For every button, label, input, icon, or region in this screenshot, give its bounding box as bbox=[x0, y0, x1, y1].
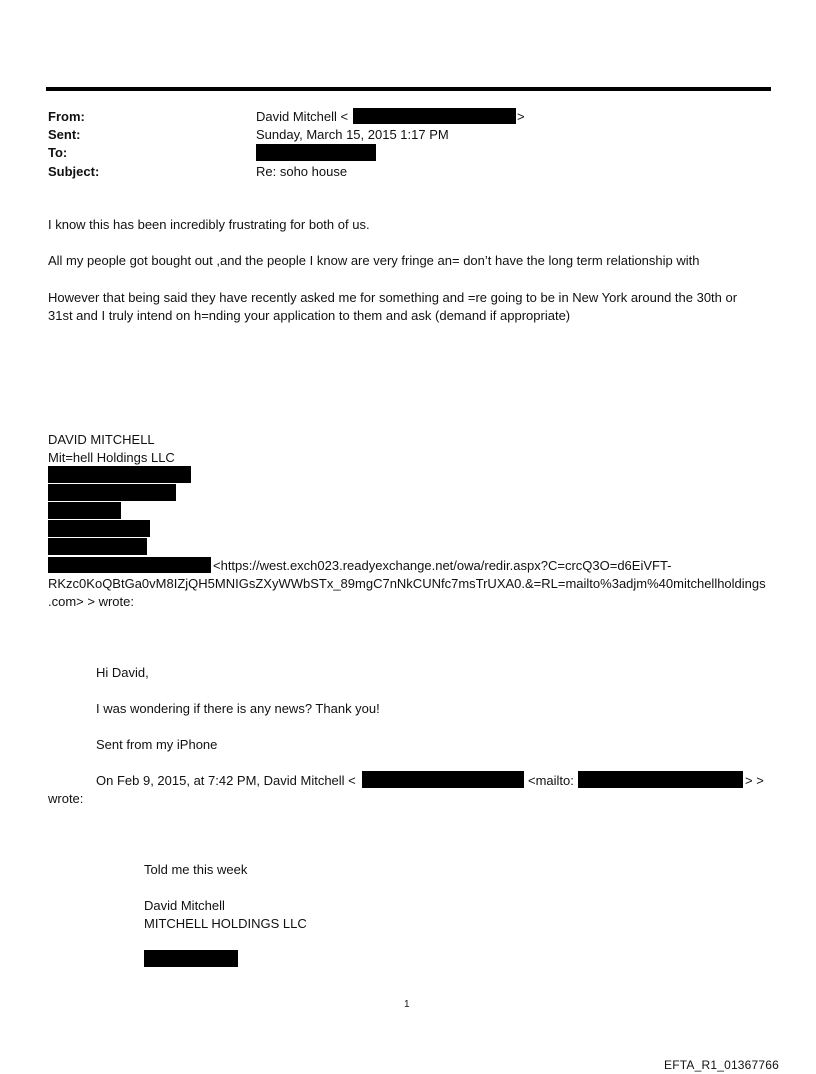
redaction-signature-5 bbox=[48, 538, 147, 555]
nested-told: Told me this week bbox=[144, 862, 248, 877]
from-label: From: bbox=[48, 109, 85, 124]
subject-value: Re: soho house bbox=[256, 164, 348, 179]
subject-label: Subject: bbox=[48, 164, 100, 179]
reply-link-line-3: .com> > wrote: bbox=[48, 594, 134, 609]
from-name: David Mitchell < bbox=[256, 109, 349, 124]
quoted-greeting: Hi David, bbox=[96, 665, 149, 680]
redaction-signature-email bbox=[48, 557, 211, 573]
redaction-to bbox=[256, 144, 376, 161]
nested-name: David Mitchell bbox=[144, 898, 225, 913]
signature-company: Mit=hell Holdings LLC bbox=[48, 450, 175, 465]
quoted-mailto[interactable]: <mailto: bbox=[528, 773, 574, 788]
body-paragraph-2: All my people got bought out ,and the people I know are very fringe an= don’t have the long term relationship with bbox=[48, 253, 700, 268]
quoted-on-line-suffix: > > bbox=[745, 773, 764, 788]
document-id: EFTA_R1_01367766 bbox=[664, 1058, 780, 1072]
redaction-signature-2 bbox=[48, 484, 176, 501]
redaction-nested bbox=[144, 950, 238, 967]
body-paragraph-3-line-1: However that being said they have recently asked me for something and =re going to be in New York around the 30th or bbox=[48, 290, 738, 305]
redaction-signature-3 bbox=[48, 502, 121, 519]
quoted-wrote: wrote: bbox=[48, 791, 84, 806]
redaction-signature-1 bbox=[48, 466, 191, 483]
reply-link-line-1[interactable]: <https://west.exch023.readyexchange.net/owa/redir.aspx?C=crcQ3O=d6EiVFT- bbox=[213, 558, 672, 573]
quoted-on-line-prefix: On Feb 9, 2015, at 7:42 PM, David Mitchell < bbox=[96, 773, 356, 788]
signature-name: DAVID MITCHELL bbox=[48, 432, 155, 447]
from-value bbox=[256, 108, 348, 126]
header-rule bbox=[46, 87, 771, 91]
redaction-signature-4 bbox=[48, 520, 150, 537]
sent-label: Sent: bbox=[48, 127, 81, 142]
reply-link-line-2[interactable]: RKzc0KoQBtGa0vM8IZjQH5MNIGsZXyWWbSTx_89mgC7nNkCUNfc7msTrUXA0.&=RL=mailto%3adjm%40mitchellholdings bbox=[48, 576, 766, 591]
redaction-quoted-mailto bbox=[578, 771, 743, 788]
redaction-from-email bbox=[353, 108, 516, 124]
redaction-quoted-email bbox=[362, 771, 524, 788]
body-paragraph-1: I know this has been incredibly frustrating for both of us. bbox=[48, 217, 370, 232]
nested-company: MITCHELL HOLDINGS LLC bbox=[144, 916, 307, 931]
sent-value: Sunday, March 15, 2015 1:17 PM bbox=[256, 127, 449, 142]
page-number: 1 bbox=[404, 999, 410, 1010]
from-close: > bbox=[517, 109, 525, 124]
body-paragraph-3-line-2: 31st and I truly intend on h=nding your application to them and ask (demand if appropriate) bbox=[48, 308, 571, 323]
quoted-question: I was wondering if there is any news? Thank you! bbox=[96, 701, 380, 716]
to-label: To: bbox=[48, 145, 68, 160]
quoted-sent-from: Sent from my iPhone bbox=[96, 737, 218, 752]
